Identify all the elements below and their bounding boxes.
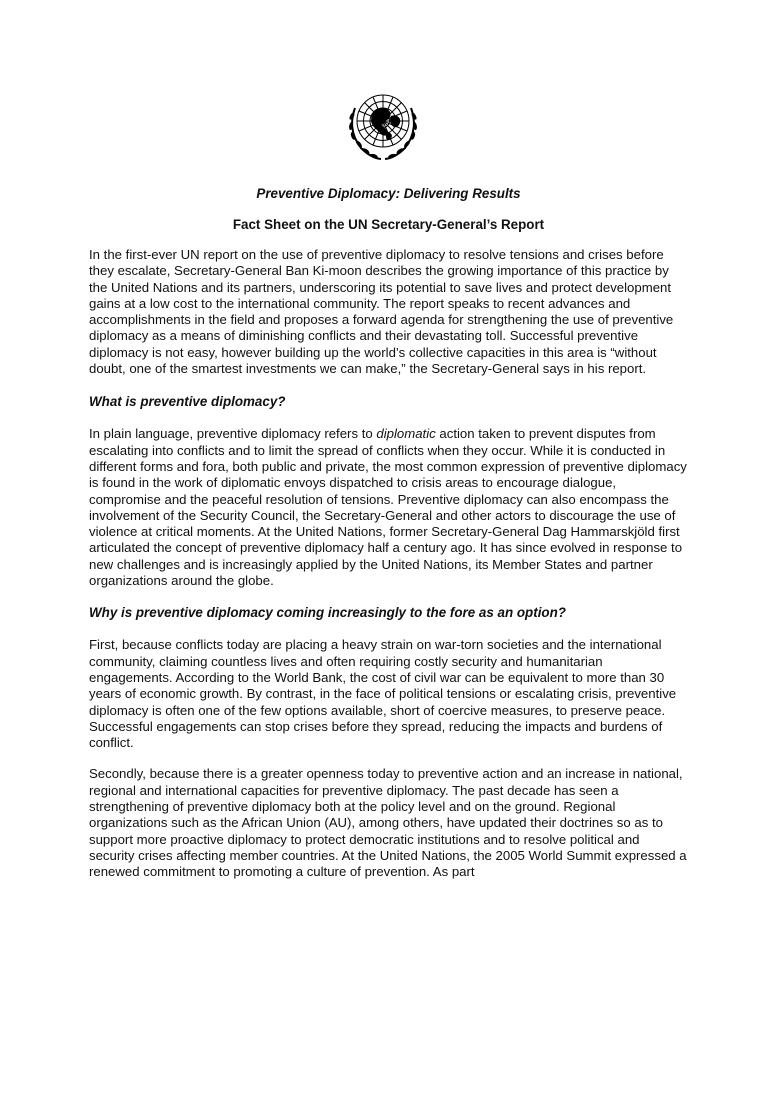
section-what-text-start: In plain language, preventive diplomacy refers to — [89, 426, 377, 442]
section-why-paragraph-2: Secondly, because there is a greater openness today to preventive action and an increase in national, regional and international capacities for preventive diplomacy. The past decade has seen a strengthening of preventive diplomacy both at the policy level and on the ground. Regional organizations such as the African Union (AU), among others, have updated their doctrines so as to support more proactive diplomacy to protect democratic institutions and to resolve political and security crises affecting member countries. At the United Nations, the 2005 World Summit expressed a renewed commitment to promoting a culture of prevention. As part — [89, 766, 687, 880]
document-title: Preventive Diplomacy: Delivering Results — [256, 186, 521, 201]
emphasis-diplomatic: diplomatic — [376, 426, 436, 442]
document-subtitle: Fact Sheet on the UN Secretary-General’s Report — [232, 217, 545, 232]
section-why-paragraph-1: First, because conflicts today are placing a heavy strain on war-torn societies and the international community, claiming countless lives and often requiring costly security and humanitarian engagements. According to the World Bank, the cost of civil war can be equivalent to more than 30 years of economic growth. By contrast, in the face of political tensions or escalating crisis, preventive diplomacy is often one of the few options available, short of coercive measures, to preserve peace. Successful engagements can stop crises before they spread, reducing the impacts and burdens of conflict. — [89, 637, 677, 751]
intro-paragraph: In the first-ever UN report on the use of preventive diplomacy to resolve tensions and crises before they escalate, Secretary-General Ban Ki-moon describes the growing importance of this practice by the United Nations and its partners, underscoring its potential to save lives and protect development gains at a low cost to the international community. The report speaks to recent advances and accomplishments in the field and proposes a forward agenda for strengthening the use of preventive diplomacy as a means of diminishing conflicts and their devastating toll. Successful preventive diplomacy is not easy, however building up the world’s collective capacities in this area is “without doubt, one of the smartest investments we can make,” the Secretary-General says in his report. — [89, 247, 674, 377]
document-page — [0, 86, 768, 1110]
section-what-paragraph — [89, 426, 688, 589]
section-what-text-end: action taken to prevent disputes from escalating into conflicts and to limit the spread of conflicts when they occur. While it is conducted in different forms and fora, both public and private, the most common expression of preventive diplomacy is found in the work of diplomatic envoys dispatched to crisis areas to encourage dialogue, compromise and the peaceful resolution of tensions. Preventive diplomacy can also encompass the involvement of the Security Council, the Secretary-General and other actors to discourage the use of violence at critical moments. At the United Nations, former Secretary-General Dag Hammarskjöld first articulated the concept of preventive diplomacy half a century ago. It has since evolved in response to new challenges and is increasingly applied by the United Nations, its Member States and partner organizations around the globe. — [89, 426, 687, 589]
section-heading-what: What is preventive diplomacy? — [89, 394, 286, 410]
section-heading-why: Why is preventive diplomacy coming increasingly to the fore as an option? — [89, 605, 566, 621]
un-emblem-icon — [335, 86, 431, 166]
